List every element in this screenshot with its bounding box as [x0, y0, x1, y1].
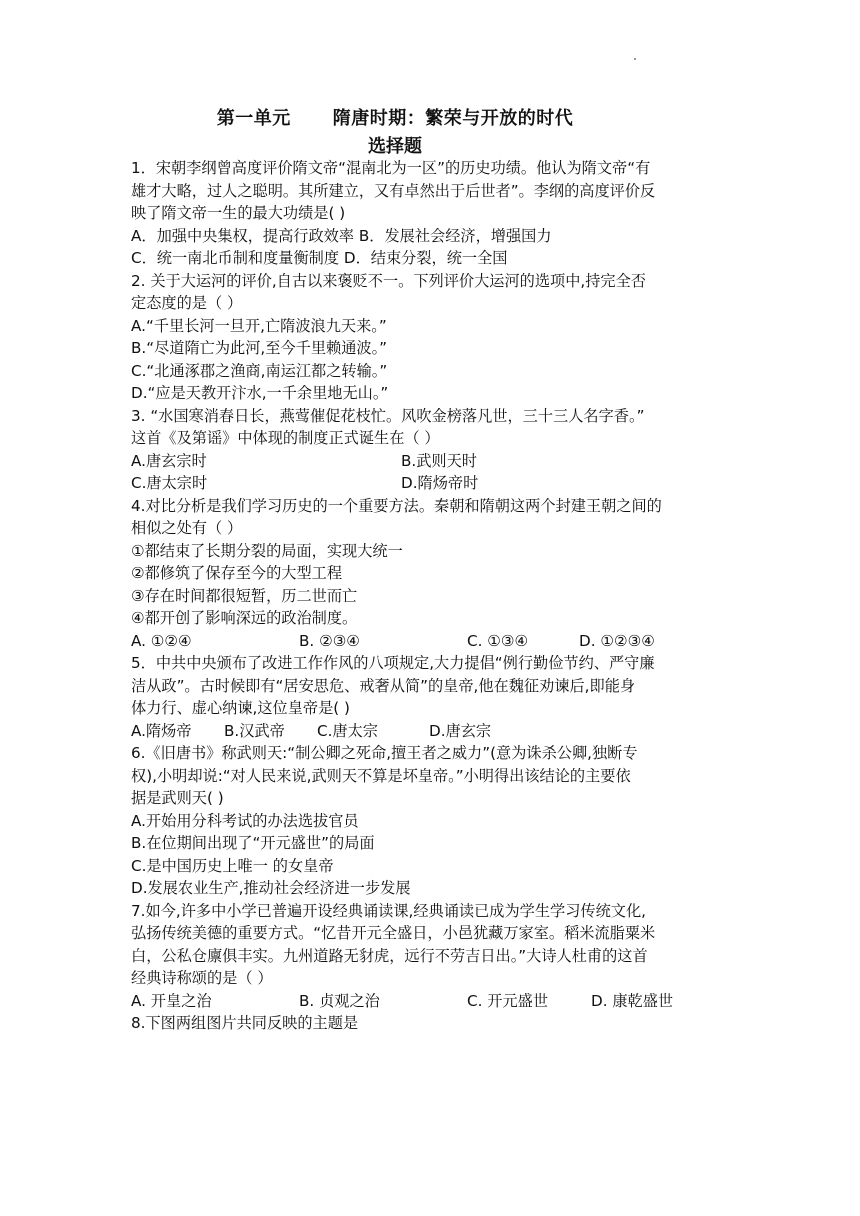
question-6-stem: 据是武则天( )	[131, 789, 224, 807]
question-3-options-row	[131, 450, 731, 473]
question-5-options-row	[131, 720, 731, 743]
question-7-option-c: C. 开元盛世	[467, 991, 549, 1010]
question-7-stem: 白，公私仓廪俱丰实。九州道路无豺虎，远行不劳吉日出。”大诗人杜甫的这首	[131, 946, 648, 965]
question-5-option-c: C.唐太宗	[317, 721, 378, 740]
question-3-option-d: D.隋炀帝时	[401, 474, 479, 492]
question-5-option-a: A.隋炀帝	[131, 721, 192, 740]
question-3-option-c: C.唐太宗时	[131, 474, 208, 492]
question-6-option-b: B.在位期间出现了“开元盛世”的局面	[131, 834, 375, 852]
page-title	[0, 104, 790, 130]
section-title: 选择题	[368, 136, 422, 157]
question-3-option-b: B.武则天时	[401, 451, 477, 470]
question-4-option-a: A. ①②④	[131, 631, 192, 650]
question-4-stem: 4.对比分析是我们学习历史的一个重要方法。秦朝和隋朝这两个封建王朝之间的	[131, 496, 662, 515]
question-2-option-c: C.“北通涿郡之渔商,南运江都之转输。”	[131, 361, 388, 380]
question-1-options: A．加强中央集权，提高行政效率 B．发展社会经济，增强国力	[131, 226, 552, 245]
question-2-stem: 2. 关于大运河的评价,自古以来褒贬不一。下列评价大运河的选项中,持完全否	[131, 271, 646, 290]
question-7-options-row	[131, 990, 731, 1013]
unit-label: 第一单元	[216, 108, 291, 129]
question-7-stem: 经典诗称颂的是（ ）	[131, 969, 273, 987]
question-4-statement-4: ④都开创了影响深远的政治制度。	[131, 609, 358, 627]
question-4-statement-2: ②都修筑了保存至今的大型工程	[131, 564, 343, 582]
question-2-option-a: A.“千里长河一旦开,亡隋波浪九天来。”	[131, 316, 387, 335]
question-8-stem: 8.下图两组图片共同反映的主题是	[131, 1014, 359, 1032]
question-7-option-d: D. 康乾盛世	[591, 991, 674, 1010]
question-4-statement-1: ①都结束了长期分裂的局面，实现大统一	[131, 541, 403, 560]
question-6-stem: 权),小明却说:“对人民来说,武则天不算是坏皇帝。”小明得出该结论的主要依	[131, 766, 631, 785]
question-6-option-c: C.是中国历史上唯一 的女皇帝	[131, 856, 334, 875]
question-5-stem: 体力行、虚心纳谏,这位皇帝是( )	[131, 699, 350, 717]
question-7-option-b: B. 贞观之治	[299, 991, 380, 1010]
question-4-options-row	[131, 630, 731, 653]
question-3-stem: 这首《及第谣》中体现的制度正式诞生在（ ）	[131, 429, 440, 447]
question-1-options: C．统一南北币制和度量衡制度 D．结束分裂，统一全国	[131, 249, 508, 267]
question-6-option-a: A.开始用分科考试的办法选拔官员	[131, 811, 359, 830]
unit-title: 隋唐时期：繁荣与开放的时代	[332, 108, 574, 129]
question-5-option-d: D.唐玄宗	[429, 721, 492, 740]
question-2-option-d: D.“应是天教开汴水,一千余里地无山。”	[131, 384, 389, 402]
question-1-stem: 雄才大略，过人之聪明。其所建立，又有卓然出于后世者”。李纲的高度评价反	[131, 181, 656, 200]
question-3-option-a: A.唐玄宗时	[131, 451, 207, 470]
question-4-statement-3: ③存在时间都很短暂，历二世而亡	[131, 586, 358, 605]
question-6-option-d: D.发展农业生产,推动社会经济进一步发展	[131, 879, 411, 897]
question-4-option-d: D. ①②③④	[579, 631, 655, 650]
question-5-option-b: B.汉武帝	[224, 721, 285, 740]
question-6-stem: 6.《旧唐书》称武则天:“制公卿之死命,擅王者之威力”(意为诛杀公卿,独断专	[131, 744, 638, 762]
question-4-option-c: C. ①③④	[467, 631, 529, 650]
question-7-stem: 7.如今,许多中小学已普遍开设经典诵读课,经典诵读已成为学生学习传统文化,	[131, 901, 646, 920]
question-1-stem: 1．宋朝李纲曾高度评价隋文帝“混南北为一区”的历史功绩。他认为隋文帝“有	[131, 159, 651, 177]
question-7-option-a: A. 开皇之治	[131, 991, 212, 1010]
question-2-option-b: B.“尽道隋亡为此河,至今千里赖通波。”	[131, 339, 388, 357]
scan-speck	[634, 58, 636, 60]
question-1-stem: 映了隋文帝一生的最大功绩是( )	[131, 204, 346, 222]
question-7-stem: 弘扬传统美德的重要方式。“忆昔开元全盛日，小邑犹藏万家室。稻米流脂粟米	[131, 924, 656, 942]
question-4-stem: 相似之处有（ ）	[131, 519, 243, 537]
question-2-stem: 定态度的是（ ）	[131, 294, 243, 312]
question-5-stem: 5．中共中央颁布了改进工作作风的八项规定,大力提倡“例行勤俭节约、严守廉	[131, 654, 655, 672]
question-3-options-row	[131, 472, 731, 495]
question-5-stem: 洁从政”。古时候即有“居安思危、戒奢从简”的皇帝,他在魏征劝谏后,即能身	[131, 676, 636, 695]
question-3-stem: 3. “水国寒消春日长，燕莺催促花枝忙。风吹金榜落凡世，三十三人名字香。”	[131, 406, 645, 425]
question-body	[131, 157, 731, 1035]
question-4-option-b: B. ②③④	[299, 631, 360, 650]
